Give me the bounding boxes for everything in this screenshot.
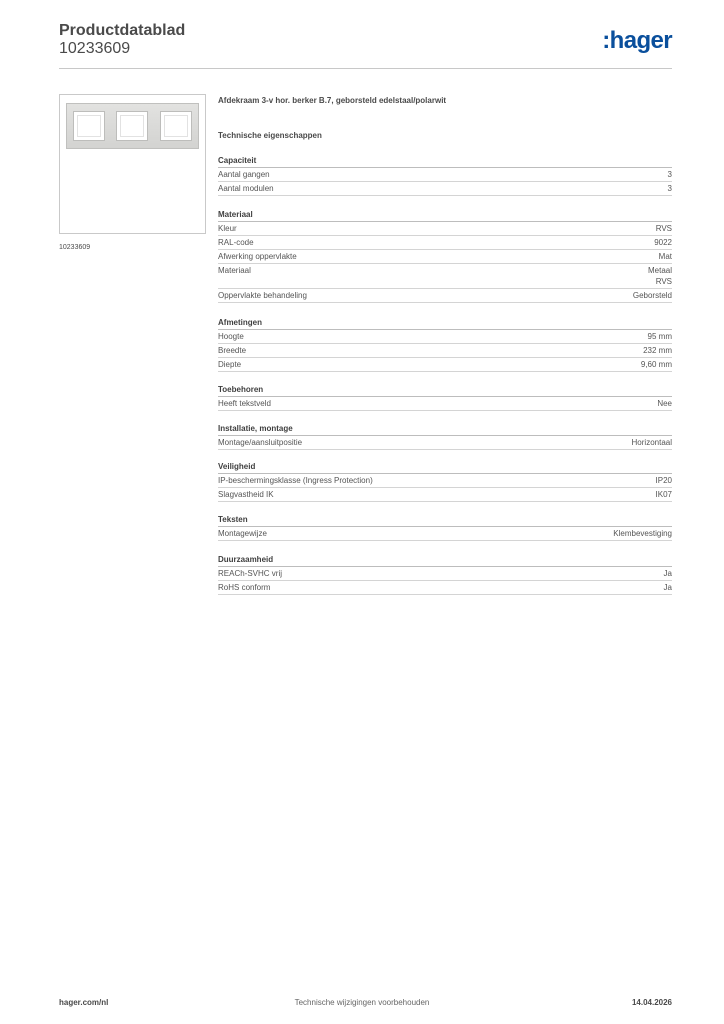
spec-label: Slagvastheid IK [218,490,274,499]
spec-label: Breedte [218,346,247,355]
group-title: Teksten [218,513,672,527]
frame-opening-3 [160,111,192,141]
frame-opening-2 [116,111,148,141]
spec-row [218,289,672,303]
group-title: Toebehoren [218,383,672,397]
spec-value: 3 [667,170,672,179]
spec-row [218,330,672,344]
spec-value-line: Metaal [647,266,672,275]
spec-label: REACh-SVHC vrij [218,569,283,578]
spec-row [218,474,672,488]
spec-row [218,397,672,411]
cover-frame [66,103,199,149]
spec-label: Montagewijze [218,529,267,538]
spec-label: RAL-code [218,238,254,247]
spec-row [218,250,672,264]
footer-website-link[interactable]: hager.com/nl [59,998,109,1007]
spec-label: Materiaal [218,266,251,275]
group-title: Veiligheid [218,460,672,474]
spec-row [218,168,672,182]
spec-row [218,222,672,236]
group-title: Duurzaamheid [218,553,672,567]
group-title: Materiaal [218,208,672,222]
spec-label: Aantal modulen [218,184,274,193]
spec-group-toebehoren [218,383,672,411]
spec-label: IP-beschermingsklasse (Ingress Protection) [218,476,373,485]
spec-group-capaciteit [218,154,672,196]
spec-value-line: RVS [655,277,672,286]
spec-row [218,236,672,250]
spec-row [218,344,672,358]
frame-opening-1 [73,111,105,141]
spec-label: Hoogte [218,332,244,341]
spec-label: RoHS conform [218,583,271,592]
product-image [59,94,206,234]
spec-value: IP20 [655,476,672,485]
spec-row [218,581,672,595]
footer-date: 14.04.2026 [631,998,672,1007]
spec-value: 95 mm [647,332,672,341]
spec-value: 3 [667,184,672,193]
spec-value: Ja [663,583,672,592]
header-divider [59,68,672,69]
footer-disclaimer: Technische wijzigingen voorbehouden [294,998,430,1007]
spec-value: Horizontaal [631,438,672,447]
hager-logo: :hager [602,27,672,54]
spec-value: Klembevestiging [613,529,672,538]
spec-label: Kleur [218,224,237,233]
spec-value: 9,60 mm [640,360,672,369]
spec-group-teksten [218,513,672,541]
spec-value [648,265,672,287]
image-caption: 10233609 [59,244,91,251]
spec-group-afmetingen [218,316,672,372]
spec-value: 9022 [654,238,672,247]
spec-row [218,264,672,289]
spec-value: Mat [658,252,672,261]
spec-row [218,527,672,541]
spec-value: IK07 [655,490,672,499]
spec-row [218,182,672,196]
product-number: 10233609 [59,40,131,57]
spec-group-materiaal [218,208,672,303]
spec-value: Geborsteld [632,291,672,300]
spec-row [218,488,672,502]
spec-label: Aantal gangen [218,170,270,179]
group-title: Installatie, montage [218,422,672,436]
group-title: Afmetingen [218,316,672,330]
section-heading: Technische eigenschappen [218,131,322,140]
product-description: Afdekraam 3-v hor. berker B.7, geborsteld edelstaal/polarwit [218,96,447,105]
spec-group-duurzaamheid [218,553,672,595]
spec-label: Afwerking oppervlakte [218,252,297,261]
group-title: Capaciteit [218,154,672,168]
spec-label: Heeft tekstveld [218,399,271,408]
spec-value: Ja [663,569,672,578]
spec-label: Diepte [218,360,242,369]
spec-value: RVS [655,224,672,233]
spec-row [218,567,672,581]
spec-group-veiligheid [218,460,672,502]
spec-value: Nee [657,399,672,408]
spec-label: Montage/aansluitpositie [218,438,303,447]
page-title: Productdatablad [59,22,186,39]
spec-label: Oppervlakte behandeling [218,291,307,300]
spec-row [218,358,672,372]
spec-value: 232 mm [643,346,672,355]
spec-group-installatie [218,422,672,450]
spec-row [218,436,672,450]
